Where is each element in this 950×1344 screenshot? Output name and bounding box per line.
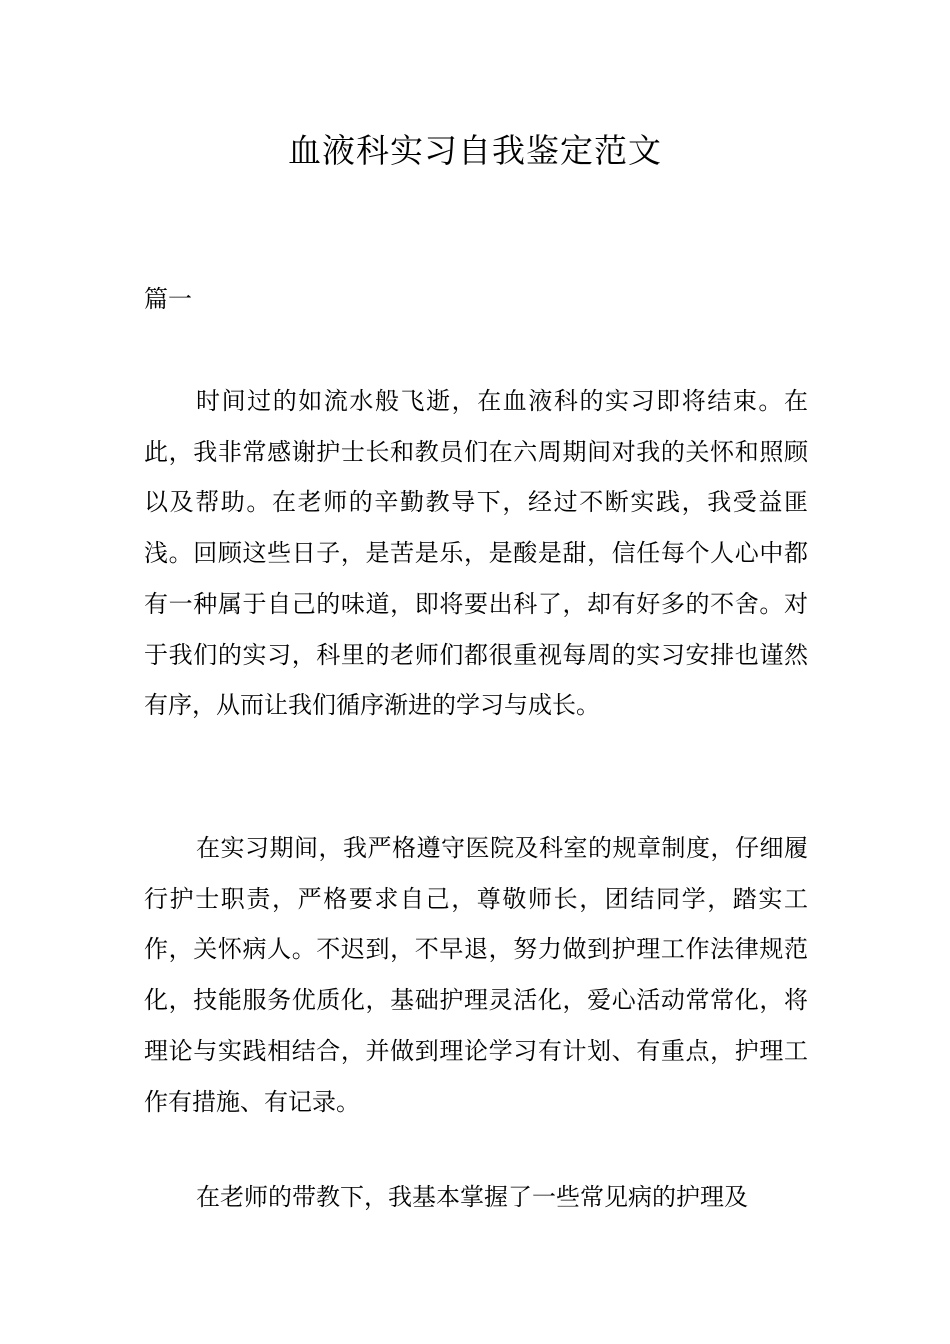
document-title: 血液科实习自我鉴定范文 [288,131,662,170]
paragraph-2: 在实习期间，我严格遵守医院及科室的规章制度，仔细履行护士职责，严格要求自己，尊敬师长，团结同学，踏实工作，关怀病人。不迟到，不早退，努力做到护理工作法律规范化，技能服务优质化，基础护理灵活化，爱心活动常常化，将理论与实践相结合，并做到理论学习有计划、有重点，护理工作有措施、有记录。 [144,834,808,1116]
paragraph-3: 在老师的带教下，我基本掌握了一些常见病的护理及 [196,1183,748,1211]
paragraph-1: 时间过的如流水般飞逝，在血液科的实习即将结束。在此，我非常感谢护士长和教员们在六周期间对我的关怀和照顾以及帮助。在老师的辛勤教导下，经过不断实践，我受益匪浅。回顾这些日子，是苦是乐，是酸是甜，信任每个人心中都有一种属于自己的味道，即将要出科了，却有好多的不舍。对于我们的实习，科里的老师们都很重视每周的实习安排也谨然有序，从而让我们循序渐进的学习与成长。 [144,387,808,720]
section-label: 篇一 [144,285,192,313]
